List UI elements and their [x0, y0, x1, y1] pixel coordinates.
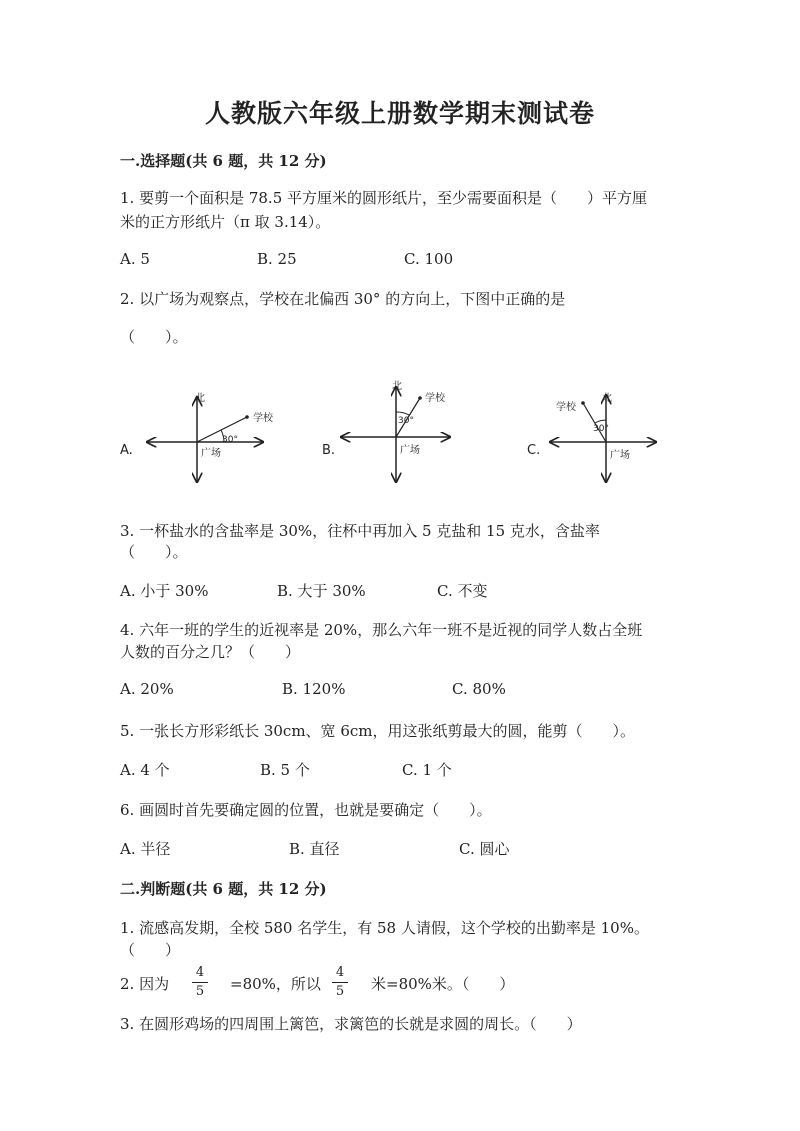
s1-q6-line1: 6. 画圆时首先要确定圆的位置，也就是要确定（ ）。: [120, 801, 492, 819]
s1-q1-line1: 1. 要剪一个面积是 78.5 平方厘米的圆形纸片，至少需要面积是（ ）平方厘: [120, 189, 648, 207]
diagram-b-north-label: 北: [392, 381, 402, 392]
s1-q3-option-a: A. 小于 30%: [120, 582, 209, 600]
page-title: 人教版六年级上册数学期末测试卷: [204, 99, 595, 128]
diagram-b-angle-label: 30°: [398, 416, 414, 426]
fraction-numerator: 4: [335, 965, 345, 980]
s1-q3-option-c: C. 不变: [437, 582, 488, 600]
s1-q6-option-b: B. 直径: [289, 840, 340, 858]
s1-q2-line1: 2. 以广场为观察点，学校在北偏西 30° 的方向上，下图中正确的是: [120, 290, 566, 308]
diagram-a-option-label: A.: [120, 443, 133, 458]
s1-q5-option-a: A. 4 个: [120, 761, 170, 779]
diagram-b-option-label: B.: [322, 443, 336, 458]
s2-q3-line1: 3. 在圆形鸡场的四周围上篱笆，求篱笆的长就是求圆的周长。（ ）: [120, 1015, 582, 1033]
s1-q1-option-a: A. 5: [120, 250, 150, 268]
s1-q1-line2: 米的正方形纸片（π 取 3.14）。: [120, 213, 331, 231]
s2-q2-fraction-2: [332, 966, 348, 999]
diagram-a-school-label: 学校: [253, 413, 273, 424]
s1-q6-option-c: C. 圆心: [459, 840, 510, 858]
section1-heading: 一.选择题(共 6 题，共 12 分): [120, 152, 327, 170]
s2-q2-part1: 2. 因为: [120, 975, 170, 993]
s1-q4-option-b: B. 120%: [282, 680, 346, 698]
diagram-b-square-label: 广场: [400, 445, 420, 456]
s1-q4-option-c: C. 80%: [452, 680, 506, 698]
s1-q3-option-b: B. 大于 30%: [277, 582, 366, 600]
s2-q1-line2: （ ）: [120, 941, 181, 959]
s2-q1-line1: 1. 流感高发期，全校 580 名学生，有 58 人请假，这个学校的出勤率是 10%。: [120, 919, 649, 937]
fraction-denominator: 5: [335, 984, 345, 999]
fraction-denominator: 5: [195, 984, 205, 999]
diagram-c: [527, 392, 656, 482]
s1-q6-option-a: A. 半径: [120, 840, 171, 858]
diagram-c-option-label: C.: [527, 443, 541, 458]
diagram-b-school-label: 学校: [425, 393, 445, 404]
section2-heading: 二.判断题(共 6 题，共 12 分): [120, 880, 327, 898]
diagram-a-north-label: 北: [195, 393, 205, 404]
s1-q4-line1: 4. 六年一班的学生的近视率是 20%，那么六年一班不是近视的同学人数占全班: [120, 621, 643, 639]
s2-q2-part3: 米=80%米。（ ）: [371, 975, 515, 993]
diagram-a: [120, 392, 274, 482]
s2-q2-part2: =80%，所以: [230, 975, 321, 993]
s1-q5-line1: 5. 一张长方形彩纸长 30cm、宽 6cm，用这张纸剪最大的圆，能剪（ ）。: [120, 722, 635, 740]
s1-q4-option-a: A. 20%: [120, 680, 174, 698]
diagram-b: [322, 380, 450, 482]
s1-q1-option-b: B. 25: [257, 250, 297, 268]
s1-q3-line2: （ ）。: [120, 543, 188, 561]
s2-q2-fraction-1: [192, 966, 208, 999]
diagram-c-north-label: 北: [602, 393, 612, 404]
diagram-a-square-label: 广场: [201, 448, 221, 459]
s1-q3-line1: 3. 一杯盐水的含盐率是 30%，往杯中再加入 5 克盐和 15 克水，含盐率: [120, 522, 600, 540]
diagram-a-angle-label: 30°: [222, 435, 238, 445]
s1-q1-option-c: C. 100: [404, 250, 454, 268]
fraction-numerator: 4: [195, 965, 205, 980]
diagram-c-school-label: 学校: [556, 402, 576, 413]
s1-q5-option-c: C. 1 个: [402, 761, 452, 779]
s1-q2-line2: （ ）。: [120, 328, 188, 346]
s1-q5-option-b: B. 5 个: [260, 761, 310, 779]
s1-q4-line2: 人数的百分之几？（ ）: [120, 643, 301, 661]
direction-diagrams: [0, 370, 800, 485]
diagram-c-square-label: 广场: [610, 450, 630, 461]
diagram-c-angle-label: 30°: [593, 424, 609, 434]
